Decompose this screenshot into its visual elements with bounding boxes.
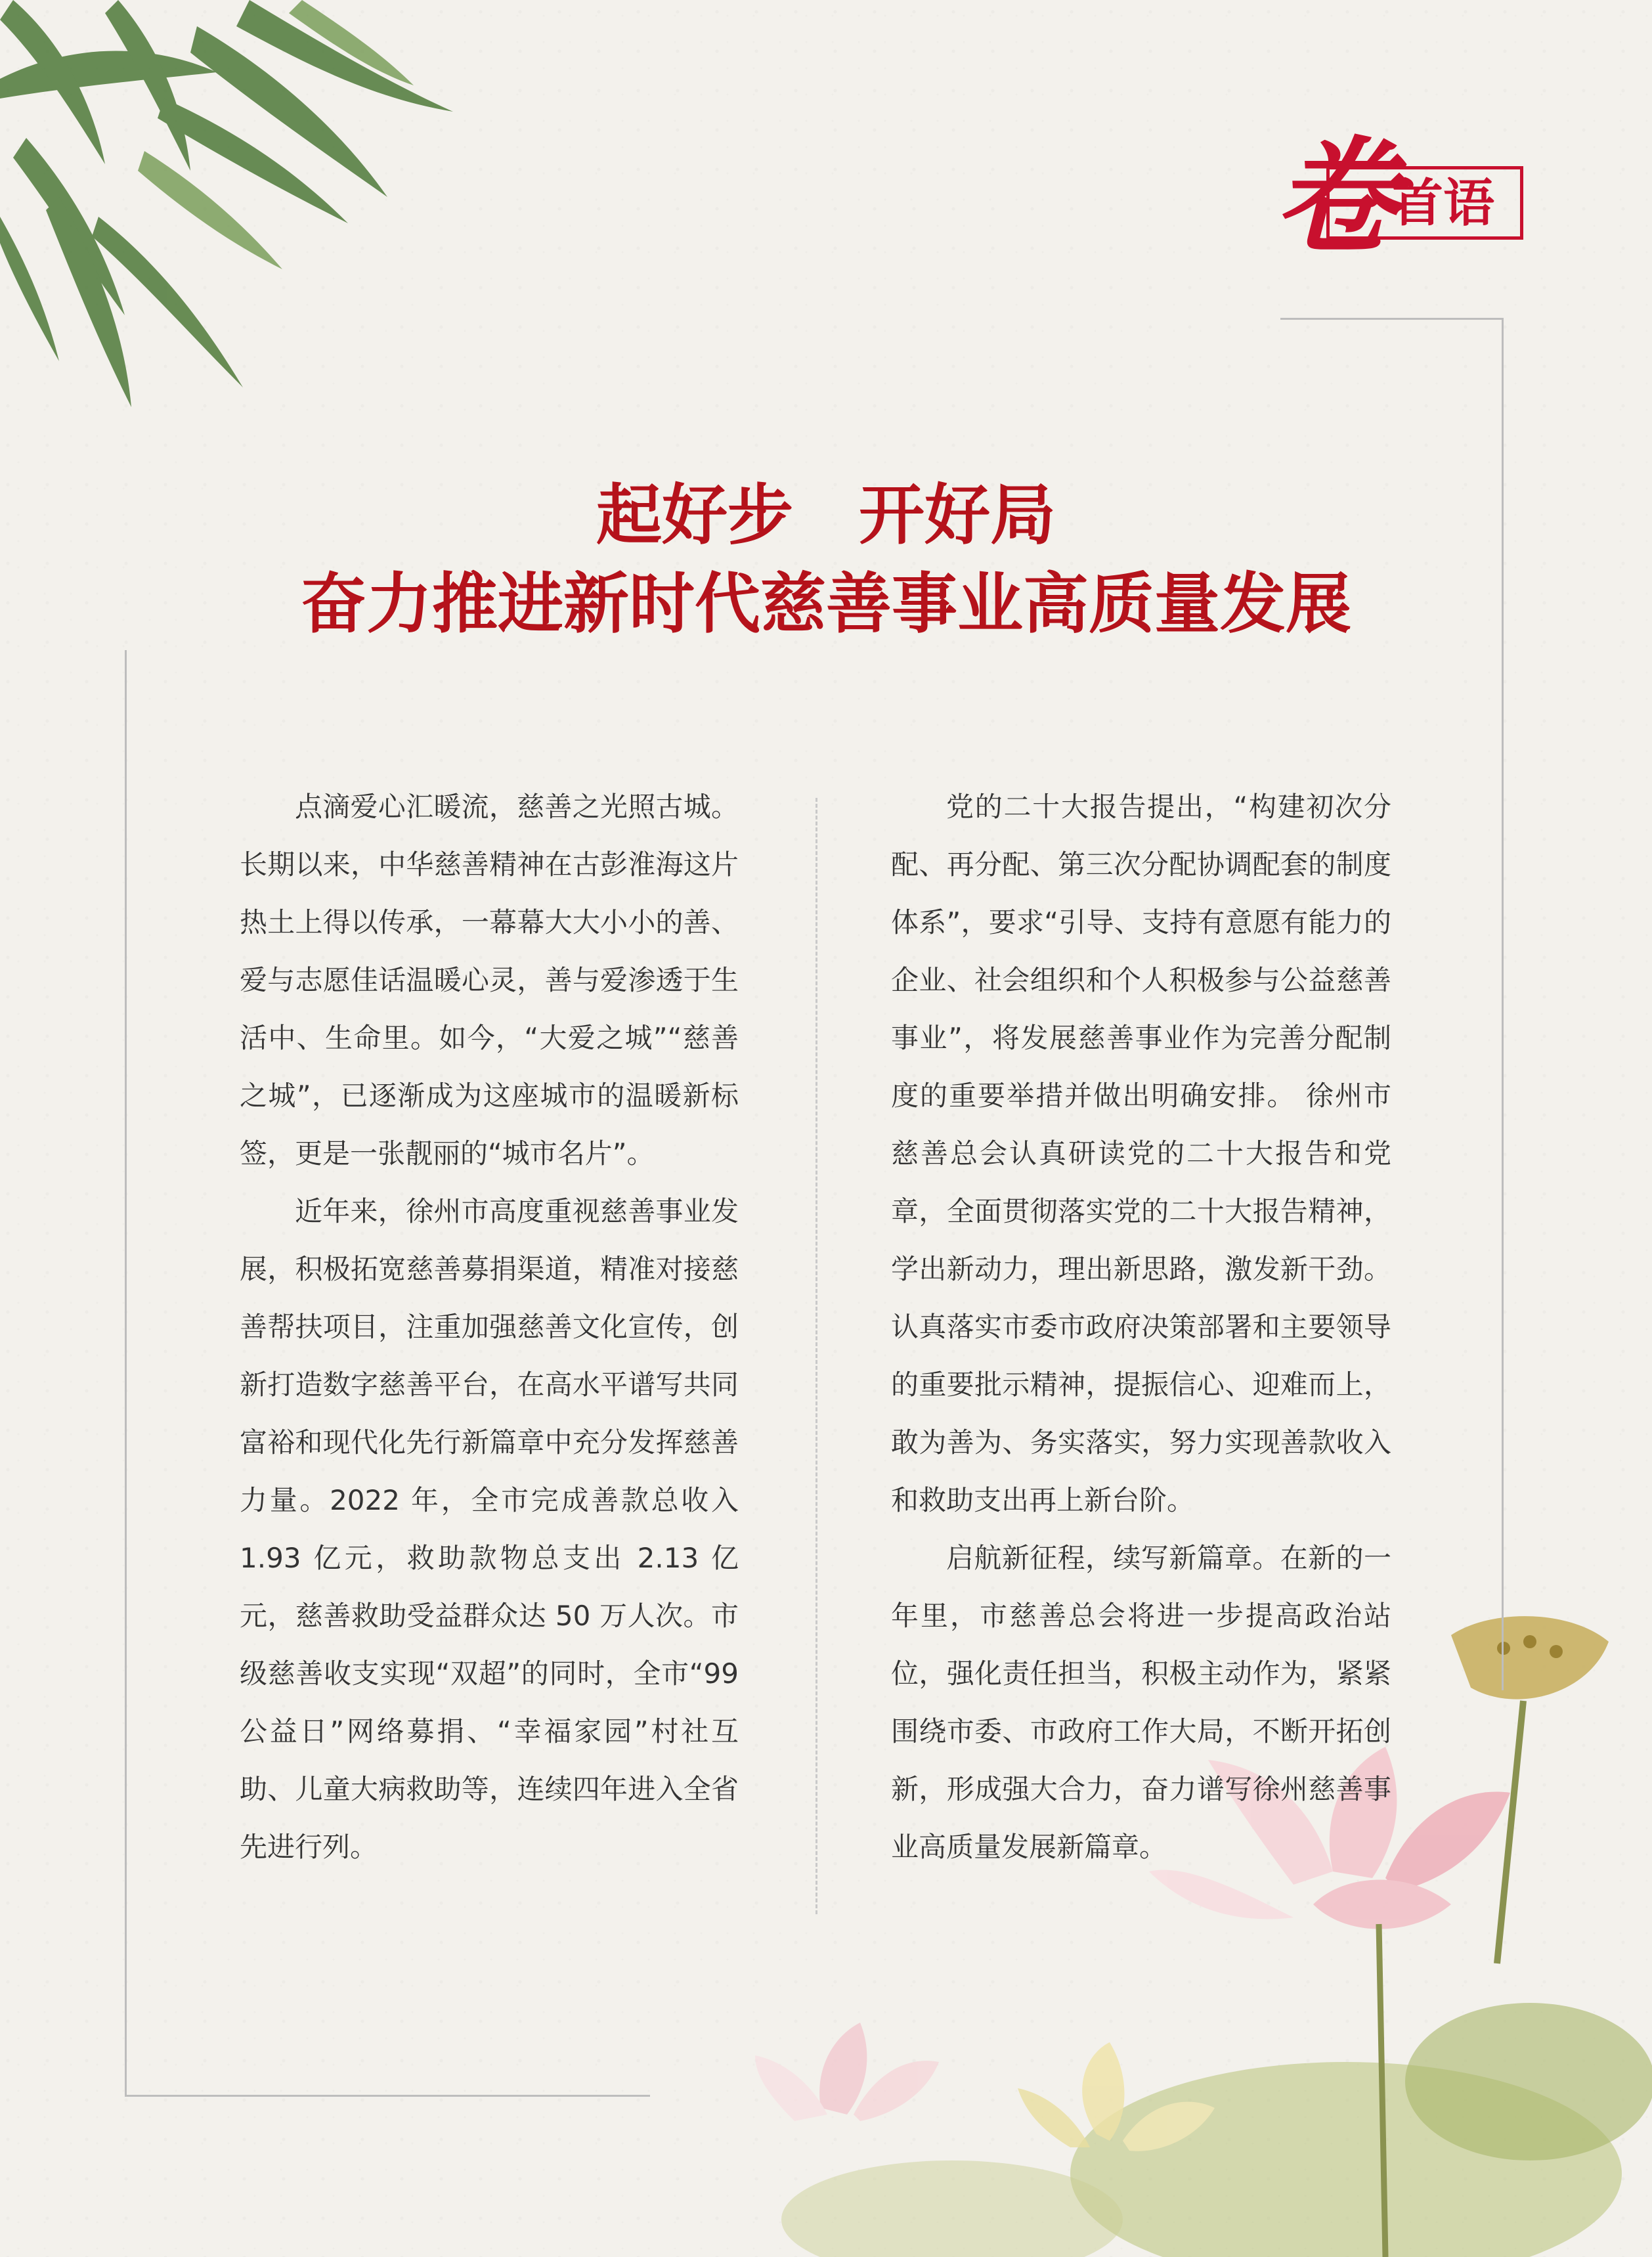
column-divider bbox=[815, 798, 817, 1914]
badge-label: 首语 bbox=[1392, 174, 1495, 233]
frame-line-top bbox=[1280, 318, 1504, 320]
paragraph: 党的二十大报告提出，“构建初次分配、再分配、第三次分配协调配套的制度体系”，要求“引导、支持有意愿有能力的企业、社会组织和个人积极参与公益慈善事业”，将发展慈善事业作为完善分配制度的重要举措并做出明确安排。 徐州市慈善总会认真研读党的二十大报告和党章，全面贯彻落实党的二十大报告精神，学出新动力，理出新思路，激发新干劲。认真落实市委市政府决策部署和主要领导的重要批示精神，提振信心、迎难而上，敢为善为、务实落实，努力实现善款收入和救助支出再上新台阶。 bbox=[891, 791, 1391, 1516]
section-badge bbox=[1267, 123, 1527, 270]
paragraph: 近年来，徐州市高度重视慈善事业发展，积极拓宽慈善募捐渠道，精准对接慈善帮扶项目，注重加强慈善文化宣传，创新打造数字慈善平台，在高水平谱写共同富裕和现代化先行新篇章中充分发挥慈善力量。2022 年，全市完成善款总收入 1.93 亿元，救助款物总支出 2.13 亿元，慈善救助受益群众达 50 万人次。市级慈善收支实现“双超”的同时，全市“99 公益日”网络募捐、“幸福家园”村社互助、儿童大病救助等，连续四年进入全省先进行列。 bbox=[240, 1195, 739, 1863]
bamboo-leaves-decoration bbox=[0, 0, 473, 473]
title-line-1: 起好步 开好局 bbox=[596, 477, 1056, 554]
frame-line-left bbox=[125, 650, 127, 2095]
right-column bbox=[891, 778, 1391, 1876]
paragraph: 点滴爱心汇暖流，慈善之光照古城。长期以来，中华慈善精神在古彭淮海这片热土上得以传承，一幕幕大大小小的善、爱与志愿佳话温暖心灵，善与爱渗透于生活中、生命里。如今，“大爱之城”“慈善之城”，已逐渐成为这座城市的温暖新标签，更是一张靓丽的“城市名片”。 bbox=[240, 791, 739, 1170]
paragraph: 启航新征程，续写新篇章。在新的一年里，市慈善总会将进一步提高政治站位，强化责任担当，积极主动作为，紧紧围绕市委、市政府工作大局，不断开拓创新，形成强大合力，奋力谱写徐州慈善事业高质量发展新篇章。 bbox=[891, 1542, 1391, 1863]
badge-big-char: 卷 bbox=[1274, 123, 1399, 270]
title-line-2: 奋力推进新时代慈善事业高质量发展 bbox=[301, 565, 1351, 642]
left-column bbox=[240, 778, 739, 1876]
frame-line-bottom bbox=[125, 2095, 650, 2097]
